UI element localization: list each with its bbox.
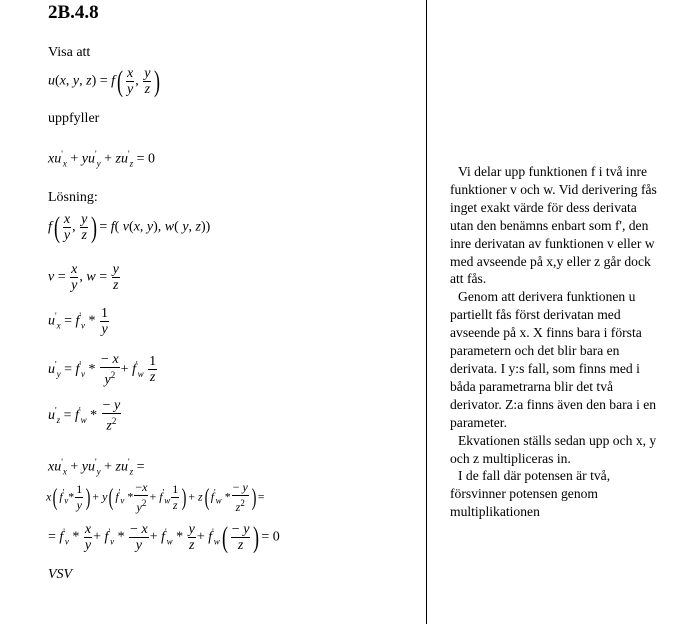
equation-definition: u(x, y, z) = f( $\frac{x}{y}$ , $\frac{y}{z}$ )	[48, 64, 161, 98]
step-8: = $f'_v$ * $\frac{x}{y}$ + $f'_v$ * $\frac{- x}{y}$ + $f'_w$ * $\frac{y}{z}$ + $f'_w$( $\frac{- y}{z}$ ) = 0	[48, 520, 280, 554]
step-4: $u'_y = f'_v$ * $\frac{- x}{y^2}$ + $f'_w$ $\frac{1}{z}$	[48, 352, 157, 388]
step-2: v = $\frac{x}{y}$ , w = $\frac{y}{z}$	[48, 262, 119, 293]
explanation-paragraph-3: Ekvationen ställs sedan upp och x, y och z multipliceras in.	[450, 432, 657, 466]
explanation-paragraph-1: Vi delar upp funktionen f i två inre funktioner v och w. Vid derivering fås inget exakt värde för dess derivata utan den benämns enbart som f', den inre derivatan av funktionen v eller w med avseende på x,y eller z går dock att fås.	[450, 164, 657, 287]
column-divider	[426, 0, 427, 624]
intro-text: Visa att	[48, 45, 91, 60]
explanation-column	[450, 163, 660, 521]
step-6: $xu'_x + yu'_y + zu'_z$ =	[48, 457, 145, 477]
losning-heading: Lösning:	[48, 190, 98, 205]
problem-title: 2B.4.8	[48, 2, 99, 23]
uppfyller-text: uppfyller	[48, 111, 100, 126]
equation-pde: $xu'_x + yu'_y + zu'_z = 0$	[48, 149, 155, 169]
explanation-paragraph-4: I de fall där potensen är två, försvinner potensen genom multiplikationen	[450, 468, 611, 520]
step-1: f( $\frac{x}{y}$ , $\frac{y}{z}$ ) = f( v(x, y), w( y, z))	[48, 210, 211, 244]
step-7: x( $f'_v*$ $\frac{1}{y}$ ) + y( $f'_v$ * $\frac{-x}{y^2}$ + $f'_w$ $\frac{1}{z}$ ) + z( $f'_w$ * $\frac{- y}{z^2}$ ) =	[46, 480, 265, 514]
step-3: $u'_x = f'_v$ * $\frac{1}{y}$	[48, 306, 109, 337]
vsv-text: VSV	[48, 567, 73, 582]
step-5: $u'_z = f'_w$ * $\frac{- y}{z^2}$	[48, 398, 121, 434]
explanation-paragraph-2: Genom att derivera funktionen u partiellt fås först derivatan med avseende på x. X finns bara i första parametern och det blir bara en derivata. I y:s fall, som finns med i båda parametrarna blir det två derivator. Z:a finns även den bara i en parameter.	[450, 289, 657, 430]
